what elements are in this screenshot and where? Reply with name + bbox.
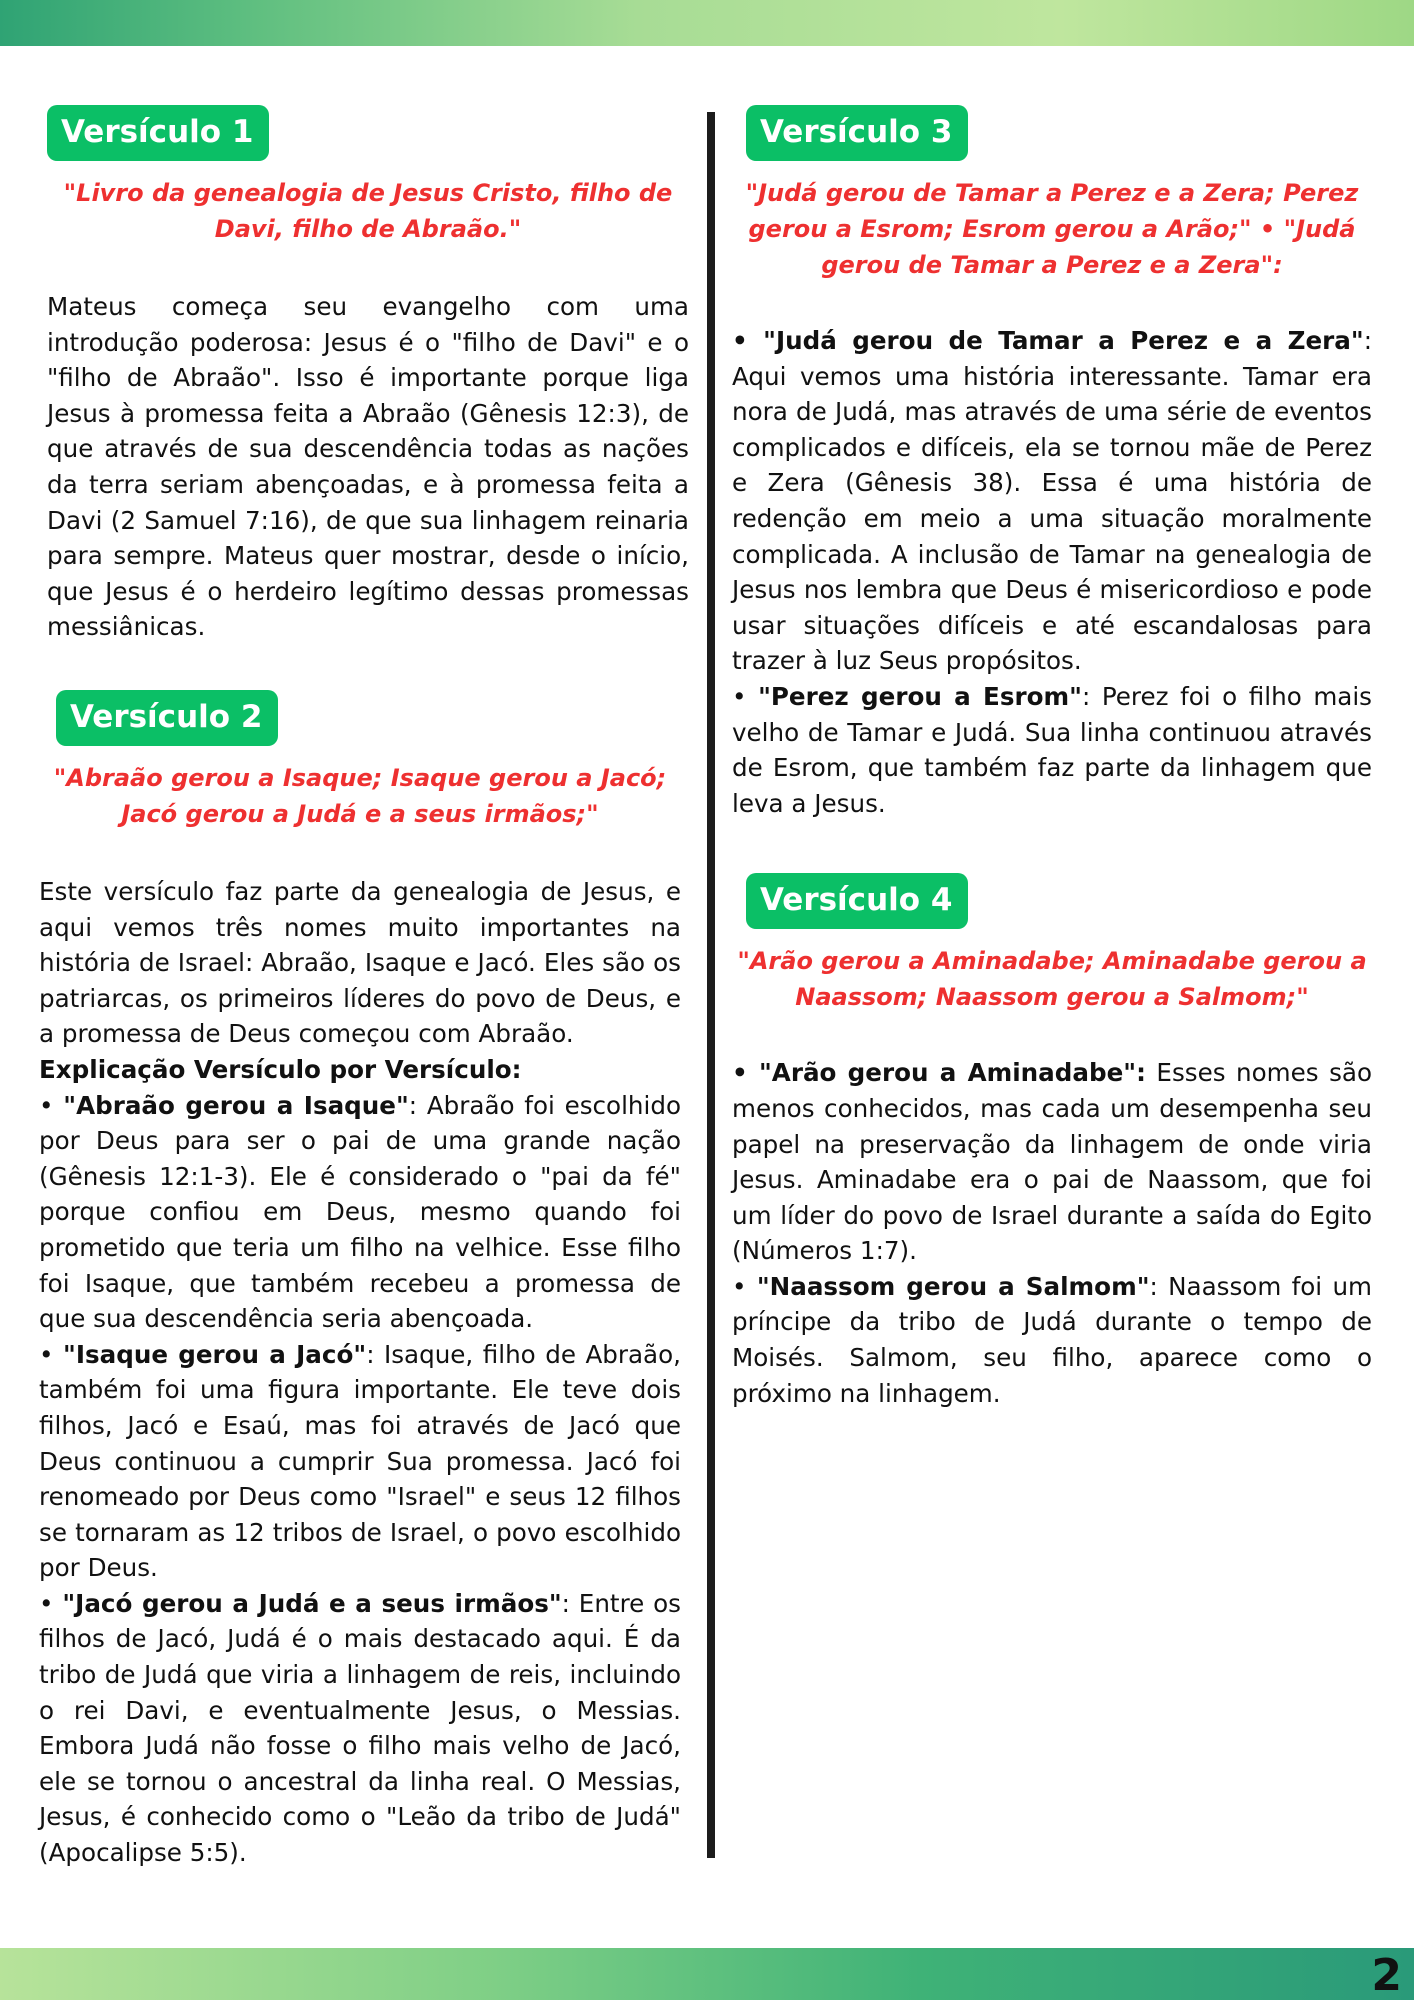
list-item: • "Arão gerou a Aminadabe": Esses nomes são menos conhecidos, mas cada um desempenha seu papel na preservação da linhagem de onde viria Jesus. Aminadabe era o pai de Naassom, que foi um líder do povo de Israel durante a saída do Egito (Números 1:7). xyxy=(732,1058,1372,1266)
right-column xyxy=(732,105,1372,1411)
bottom-gradient-band xyxy=(0,1948,1414,2000)
paragraph-text: Mateus começa seu evangelho com uma introdução poderosa: Jesus é o "filho de Davi" e o "filho de Abraão". Isso é importante porque liga Jesus à promessa feita a Abraão (Gênesis 12:3), de que através de sua descendência todas as nações da terra seriam abençoadas, e à promessa feita a Davi (2 Samuel 7:16), de que sua linhagem reinaria para sempre. Mateus quer mostrar, desde o início, que Jesus é o herdeiro legítimo dessas promessas messiânicas. xyxy=(47,292,689,642)
verse-badge: Versículo 2 xyxy=(56,690,278,746)
commentary-body xyxy=(732,1055,1372,1411)
list-item: • "Abraão gerou a Isaque": Abraão foi escolhido por Deus para ser o pai de uma grande nação (Gênesis 12:1-3). Ele é considerado o "pai da fé" porque confiou em Deus, mesmo quando foi prometido que teria um filho na velhice. Esse filho foi Isaque, que também recebeu a promessa de que sua descendência seria abençoada. xyxy=(39,1090,682,1334)
list-item: • "Naassom gerou a Salmom": Naassom foi um príncipe da tribo de Judá durante o tempo de Moisés. Salmom, seu filho, aparece como o próximo na linhagem. xyxy=(732,1271,1372,1408)
top-gradient-band xyxy=(0,0,1414,46)
commentary-paragraph xyxy=(47,289,689,645)
section-versiculo-1 xyxy=(47,105,689,645)
commentary-body xyxy=(39,874,681,1871)
verse-quote: "Arão gerou a Aminadabe; Aminadabe gerou a Naassom; Naassom gerou a Salmom;" xyxy=(737,947,1367,1012)
column-divider xyxy=(707,112,715,1858)
list-item: • "Judá gerou de Tamar a Perez e a Zera": Aqui vemos uma história interessante. Tamar era nora de Judá, mas através de uma série de eventos complicados e difíceis, ela se tornou mãe de Perez e Zera (Gênesis 38). Essa é uma história de redenção em meio a uma situação moralmente complicada. A inclusão de Tamar na genealogia de Jesus nos lembra que Deus é misericordioso e pode usar situações difíceis e até escandalosas para trazer à luz Seus propósitos. xyxy=(732,326,1372,676)
list-item: • "Perez gerou a Esrom": Perez foi o filho mais velho de Tamar e Judá. Sua linha continuou através de Esrom, que também faz parte da linhagem que leva a Jesus. xyxy=(732,681,1372,818)
section-versiculo-4 xyxy=(732,873,1372,1411)
section-versiculo-2 xyxy=(39,690,681,1871)
list-item: • "Jacó gerou a Judá e a seus irmãos": Entre os filhos de Jacó, Judá é o mais destacado aqui. É da tribo de Judá que viria a linhagem de reis, incluindo o rei Davi, e eventualmente Jesus, o Messias. Embora Judá não fosse o filho mais velho de Jacó, ele se tornou o ancestral da linha real. O Messias, Jesus, é conhecido como o "Leão da tribo de Judá" (Apocalipse 5:5). xyxy=(39,1588,681,1868)
subheading: Explicação Versículo por Versículo: xyxy=(39,1054,522,1084)
intro-paragraph: Este versículo faz parte da genealogia de Jesus, e aqui vemos três nomes muito importantes na história de Israel: Abraão, Isaque e Jacó. Eles são os patriarcas, os primeiros líderes do povo de Deus, e a promessa de Deus começou com Abraão. xyxy=(39,877,681,1049)
verse-badge: Versículo 1 xyxy=(47,105,269,161)
verse-badge: Versículo 4 xyxy=(746,873,968,929)
verse-quote: "Judá gerou de Tamar a Perez e a Zera; Perez gerou a Esrom; Esrom gerou a Arão;" • "Judá gerou de Tamar a Perez e a Zera": xyxy=(745,179,1359,279)
verse-quote: "Livro da genealogia de Jesus Cristo, filho de Davi, filho de Abraão." xyxy=(63,179,673,243)
section-versiculo-3 xyxy=(732,105,1372,821)
list-item: • "Isaque gerou a Jacó": Isaque, filho de Abraão, também foi uma figura importante. Ele teve dois filhos, Jacó e Esaú, mas foi através de Jacó que Deus continuou a cumprir Sua promessa. Jacó foi renomeado por Deus como "Israel" e seus 12 filhos se tornaram as 12 tribos de Israel, o povo escolhido por Deus. xyxy=(39,1339,681,1583)
page-number: 2 xyxy=(1371,1950,1402,2001)
verse-badge: Versículo 3 xyxy=(746,105,968,161)
commentary-body xyxy=(732,323,1372,821)
verse-quote: "Abraão gerou a Isaque; Isaque gerou a Jacó; Jacó gerou a Judá e a seus irmãos;" xyxy=(53,764,667,828)
